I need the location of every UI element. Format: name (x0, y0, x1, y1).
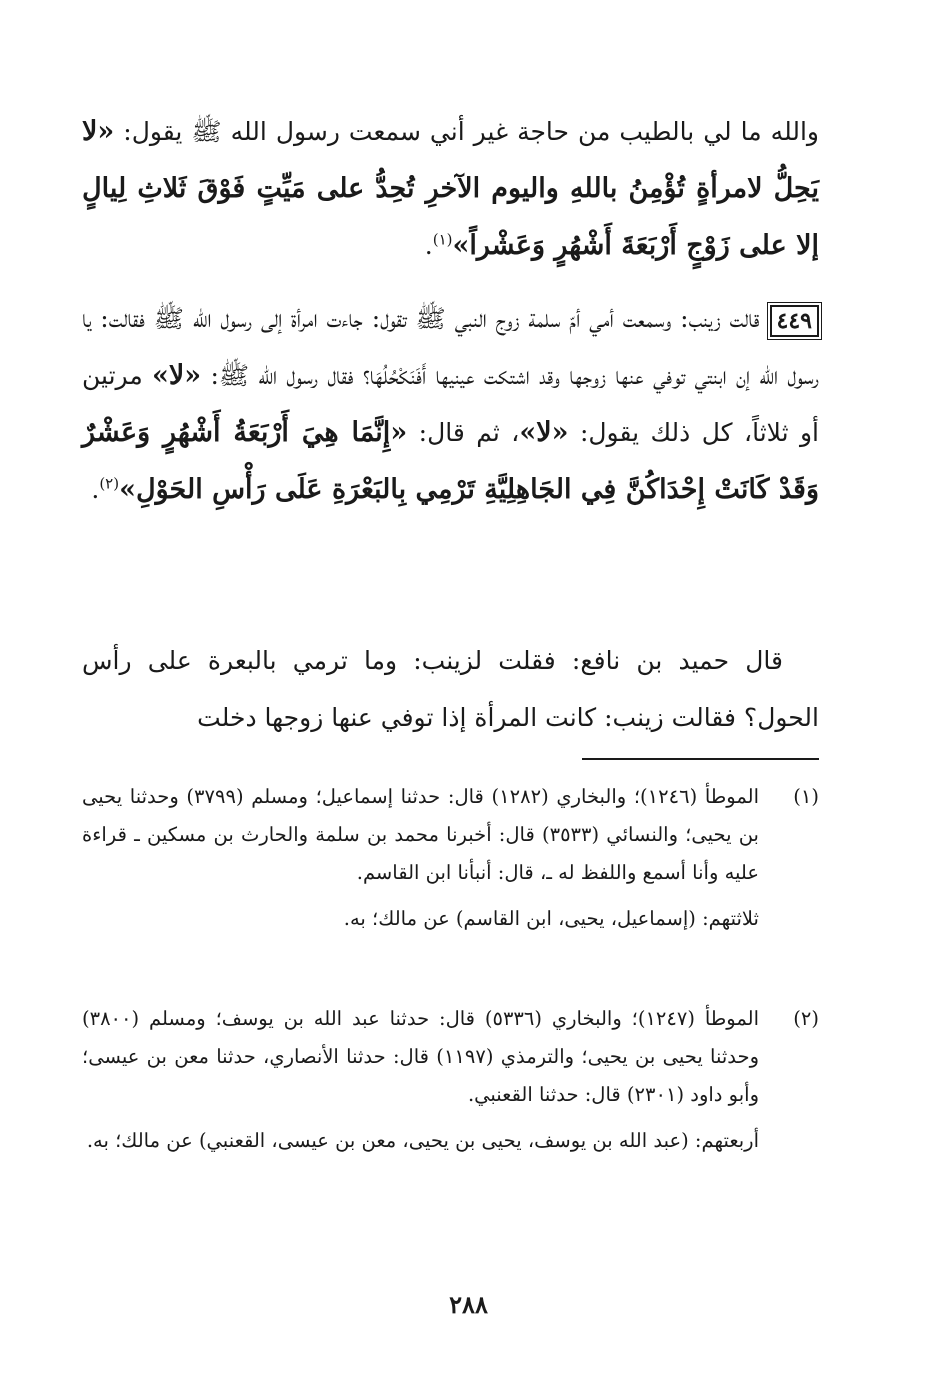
footnote-2-entry (82, 1000, 819, 1114)
footnote-1-number: (١) (793, 785, 819, 808)
footnote-2 (82, 1000, 819, 1160)
paragraph-1 (82, 103, 819, 274)
footnote-ref-1[interactable]: (١) (432, 230, 453, 249)
paragraph-2-text-2: مرتين أو ثلاثاً، كل ذلك يقول: (82, 361, 819, 447)
footnote-1-entry (82, 778, 819, 892)
paragraph-2-text-1: قالت زينب: وسمعت أمي أمّ سلمة زوج النبي ﷺ تقول: جاءت امرأة إلى رسول الله ﷺ فقالت: يا رسول الله إن ابنتي توفي عنها زوجها وقد اشتكت عينيها أَفَنَكْحُلُهَا؟ فقال رسول الله ﷺ: (82, 304, 819, 390)
hadith-number-badge: ٤٤٩ (770, 305, 819, 337)
paragraph-1-end: . (424, 231, 433, 260)
page-number: ٢٨٨ (449, 1290, 488, 1319)
paragraph-2-text-3: ، ثم قال: (407, 418, 520, 447)
hadith-quote-no-2: «لا» (519, 417, 569, 448)
footnote-ref-2[interactable]: (٢) (99, 474, 120, 493)
footnote-1-summary: ثلاثتهم: (إسماعيل، يحيى، ابن القاسم) عن مالك؛ به. (343, 907, 759, 930)
footnote-2-summary: أربعتهم: (عبد الله بن يوسف، يحيى بن يحيى، معن بن عيسى، القعنبي) عن مالك؛ به. (86, 1129, 759, 1152)
hadith-quote-main: «إِنَّمَا هِيَ أَرْبَعَةُ أَشْهُرٍ وَعَشْرٌ وَقَدْ كَانَتْ إِحْدَاكُنَّ فِي الجَاهِلِيَّةِ تَرْمِي بِالبَعْرَةِ عَلَى رَأْسِ الحَوْلِ» (82, 417, 819, 505)
footnote-2-number: (٢) (793, 1007, 819, 1030)
hadith-quote-no-1: «لا» (152, 360, 202, 391)
footnote-2-text: الموطأ (١٢٤٧)؛ والبخاري (٥٣٣٦) قال: حدثنا عبد الله بن يوسف؛ ومسلم (٣٨٠٠) وحدثنا يحيى بن يحيى؛ والترمذي (١١٩٧) قال: حدثنا الأنصاري، حدثنا معن بن عيسى؛ وأبو داود (٢٣٠١) قال: حدثنا القعنبي. (82, 1007, 759, 1106)
paragraph-2 (82, 290, 819, 518)
footnote-1-text: الموطأ (١٢٤٦)؛ والبخاري (١٢٨٢) قال: حدثنا إسماعيل؛ ومسلم (٣٧٩٩) وحدثنا يحيى بن يحيى؛ والنسائي (٣٥٣٣) قال: أخبرنا محمد بن سلمة والحارث بن مسكين ـ قراءة عليه وأنا أسمع واللفظ له ـ، قال: أنبأنا ابن القاسم. (82, 785, 760, 884)
footnote-1 (82, 778, 819, 938)
paragraph-1-intro: والله ما لي بالطيب من حاجة غير أني سمعت رسول الله ﷺ يقول: (114, 117, 819, 146)
paragraph-2-end: . (91, 475, 100, 504)
footnote-separator (582, 758, 819, 760)
paragraph-3: قال حميد بن نافع: فقلت لزينب: وما ترمي بالبعرة على رأس الحول؟ فقالت زينب: كانت المرأة إذا توفي عنها زوجها دخلت (82, 646, 819, 732)
hadith-quote: «لا يَحِلُّ لامرأةٍ تُؤْمِنُ باللهِ واليوم الآخرِ تُحِدُّ على مَيِّتٍ فَوْقَ ثَلاثِ لِيالٍ إلا على زَوْجٍ أَرْبَعَةَ أَشْهُرٍ وَعَشْراً» (82, 116, 819, 261)
